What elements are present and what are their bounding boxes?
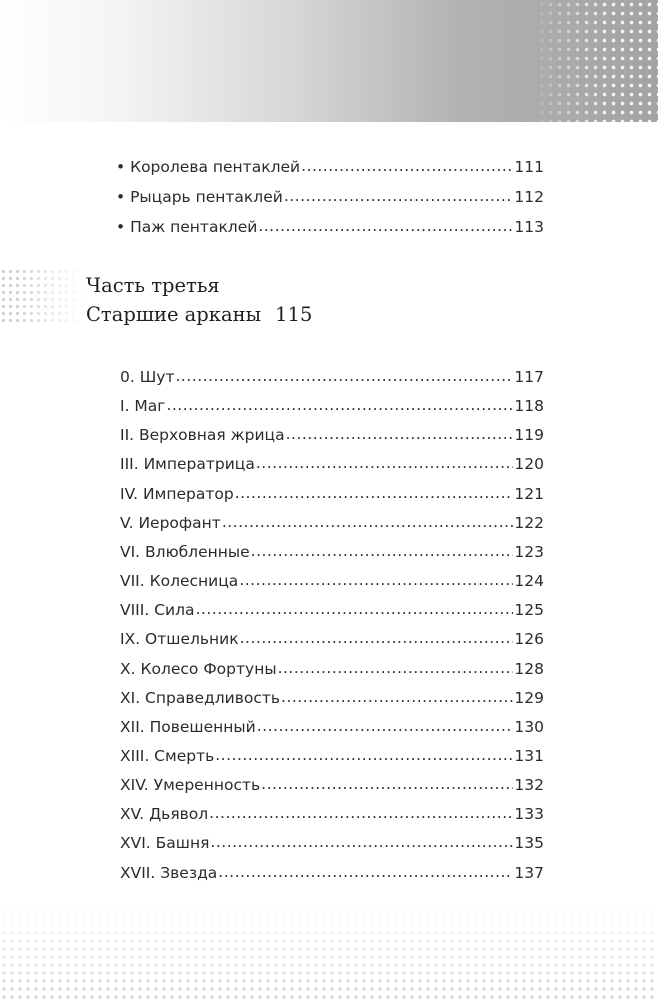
entry-title: XII. Повешенный: [120, 718, 256, 736]
dot-leader: [251, 541, 514, 561]
entry-title: IX. Отшельник: [120, 630, 239, 648]
entry-title: XVI. Башня: [120, 834, 210, 852]
toc-entry[interactable]: [120, 717, 544, 737]
part-title: Старшие арканы: [86, 303, 262, 326]
dot-leader: [258, 216, 513, 236]
entry-page: 111: [514, 158, 544, 176]
toc-entry[interactable]: [120, 600, 544, 620]
part-label: Часть третья: [86, 274, 220, 297]
dot-leader: [235, 483, 514, 503]
entry-title: XVII. Звезда: [120, 864, 218, 882]
entry-title: X. Колесо Фортуны: [120, 660, 277, 678]
toc-entry[interactable]: [116, 217, 544, 237]
dot-leader: [210, 832, 513, 852]
toc-entry[interactable]: [120, 367, 544, 387]
entry-title: VII. Колесница: [120, 572, 239, 590]
dot-leader: [239, 570, 513, 590]
entry-title: V. Иерофант: [120, 514, 221, 532]
entry-title: XV. Дьявол: [120, 805, 209, 823]
dot-leader: [176, 366, 514, 386]
entry-title: VI. Влюбленные: [120, 543, 250, 561]
halftone-dots-top: [528, 0, 658, 122]
dot-leader: [209, 803, 513, 823]
toc-entry[interactable]: [120, 688, 544, 708]
toc-entry[interactable]: [116, 157, 544, 177]
dot-leader: [286, 424, 514, 444]
entry-title: VIII. Сила: [120, 601, 195, 619]
entry-title: XIII. Смерть: [120, 747, 215, 765]
toc-entry[interactable]: [120, 863, 544, 883]
entry-page: 132: [514, 776, 544, 794]
toc-entry[interactable]: [120, 629, 544, 649]
dot-leader: [166, 395, 513, 415]
part-heading[interactable]: [86, 271, 312, 329]
entry-page: 137: [514, 864, 544, 882]
dot-leader: [256, 453, 514, 473]
entry-title: 0. Шут: [120, 368, 175, 386]
entry-page: 123: [514, 543, 544, 561]
entry-page: 121: [514, 485, 544, 503]
dot-leader: [257, 716, 514, 736]
entry-page: 120: [514, 455, 544, 473]
dot-leader: [215, 745, 513, 765]
entry-page: 135: [514, 834, 544, 852]
toc-entry[interactable]: [120, 659, 544, 679]
entry-page: 129: [514, 689, 544, 707]
part-page: 115: [275, 303, 313, 326]
dot-leader: [240, 628, 514, 648]
entry-page: 118: [514, 397, 544, 415]
dot-leader: [284, 186, 514, 206]
entry-page: 122: [514, 514, 544, 532]
toc-entry[interactable]: [120, 454, 544, 474]
entry-page: 112: [514, 188, 544, 206]
entry-page: 128: [514, 660, 544, 678]
toc-entry[interactable]: [120, 746, 544, 766]
toc-entry[interactable]: [120, 396, 544, 416]
dot-leader: [301, 156, 513, 176]
entry-title: • Рыцарь пентаклей: [116, 188, 283, 206]
entry-page: 124: [514, 572, 544, 590]
entry-page: 126: [514, 630, 544, 648]
entry-title: I. Маг: [120, 397, 166, 415]
dot-leader: [222, 512, 514, 532]
toc-entry[interactable]: [120, 571, 544, 591]
halftone-dots-side: [0, 268, 84, 326]
entry-title: IV. Император: [120, 485, 234, 503]
dot-leader: [278, 658, 514, 678]
dot-leader: [218, 862, 513, 882]
entry-title: • Паж пентаклей: [116, 218, 258, 236]
entry-page: 131: [514, 747, 544, 765]
toc-entry[interactable]: [120, 775, 544, 795]
entry-title: • Королева пентаклей: [116, 158, 301, 176]
entry-title: II. Верховная жрица: [120, 426, 285, 444]
entry-title: XIV. Умеренность: [120, 776, 261, 794]
entry-page: 133: [514, 805, 544, 823]
entry-page: 117: [514, 368, 544, 386]
part-title-line: [86, 300, 312, 329]
toc-entry[interactable]: [120, 513, 544, 533]
dot-leader: [195, 599, 513, 619]
halftone-dots-bottom: [0, 905, 658, 1000]
dot-leader: [281, 687, 513, 707]
entry-title: III. Императрица: [120, 455, 255, 473]
entry-page: 113: [514, 218, 544, 236]
dot-leader: [261, 774, 513, 794]
toc-entry[interactable]: [120, 425, 544, 445]
toc-entry[interactable]: [120, 484, 544, 504]
entry-title: XI. Справедливость: [120, 689, 281, 707]
toc-entry[interactable]: [116, 187, 544, 207]
toc-entry[interactable]: [120, 833, 544, 853]
entry-page: 125: [514, 601, 544, 619]
entry-page: 119: [514, 426, 544, 444]
toc-entry[interactable]: [120, 804, 544, 824]
entry-page: 130: [514, 718, 544, 736]
toc-entry[interactable]: [120, 542, 544, 562]
